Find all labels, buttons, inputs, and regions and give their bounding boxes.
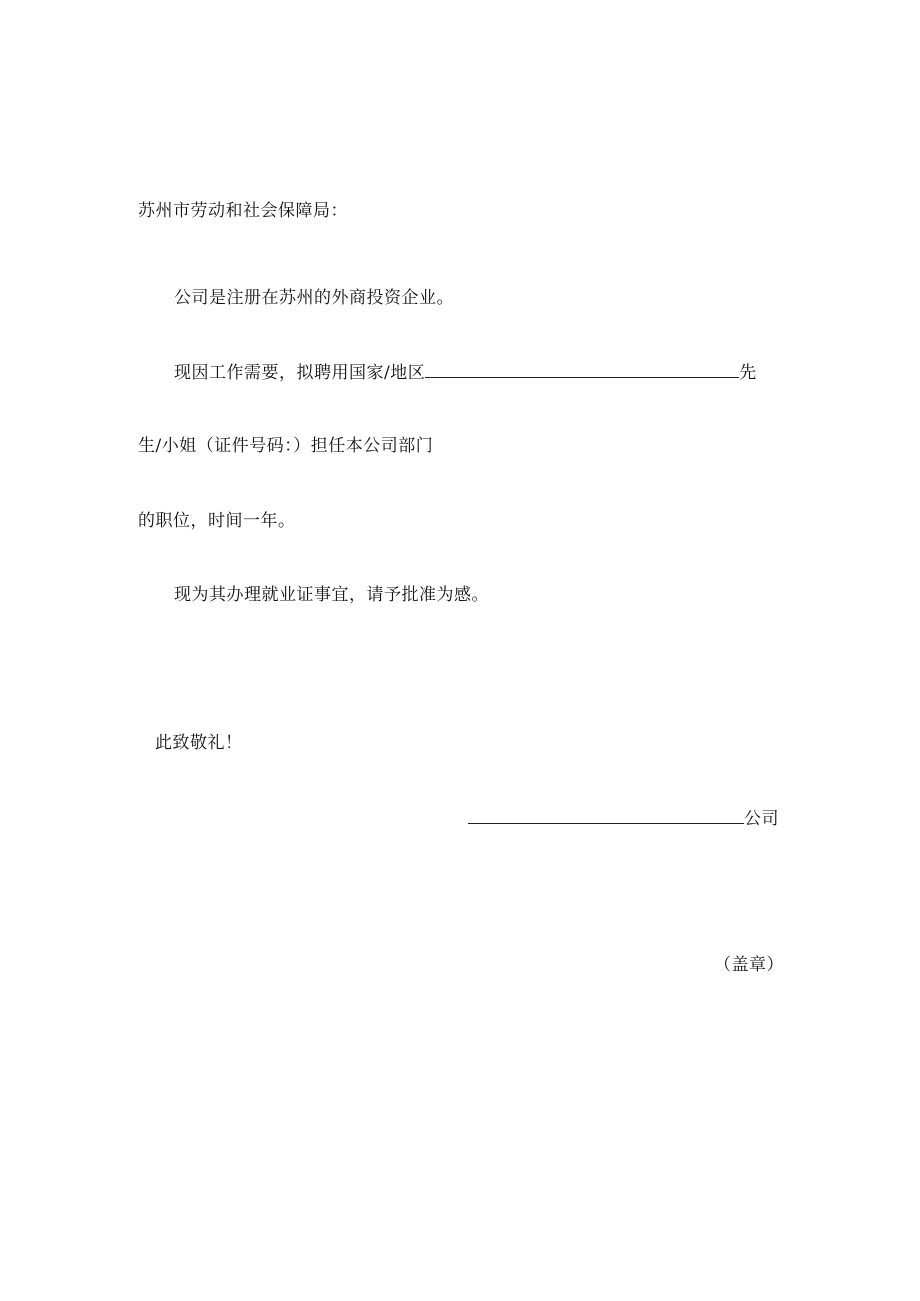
paragraph-hiring-suffix: 先 — [739, 363, 757, 383]
paragraph-term-line: 的职位，时间一年。 — [138, 511, 296, 531]
company-name-blank — [468, 806, 744, 824]
salutation: 苏州市劳动和社会保障局： — [138, 201, 348, 221]
seal-label: （盖章） — [714, 955, 784, 975]
paragraph-request: 现为其办理就业证事宜，请予批准为感。 — [174, 585, 489, 605]
paragraph-hiring-line — [174, 360, 757, 385]
closing-salutation: 此致敬礼！ — [155, 733, 243, 753]
paragraph-company-intro: 公司是注册在苏州的外商投资企业。 — [174, 288, 454, 308]
paragraph-position-line: 生/小姐（证件号码：）担任本公司部门 — [138, 436, 434, 456]
country-region-blank — [425, 360, 739, 378]
paragraph-hiring-prefix: 现因工作需要，拟聘用国家/地区 — [174, 363, 426, 383]
signature-company-label: 公司 — [744, 809, 779, 829]
signature-line — [468, 806, 779, 831]
